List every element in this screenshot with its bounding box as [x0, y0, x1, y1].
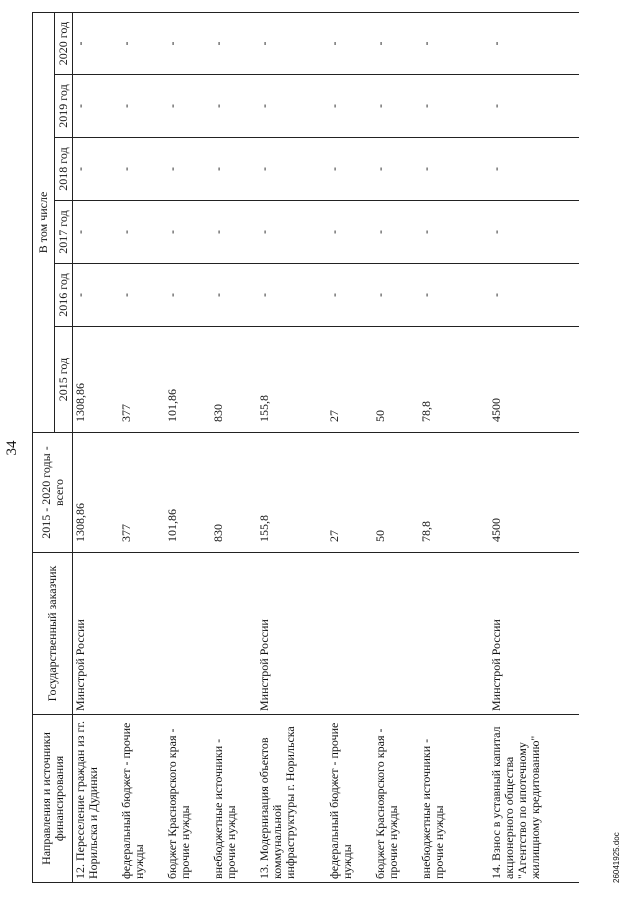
- year-cell: -: [489, 201, 579, 264]
- customer-cell: [419, 553, 489, 715]
- direction-cell: бюджет Красноярского края - прочие нужды: [165, 715, 211, 883]
- customer-cell: [119, 553, 165, 715]
- year-cell: 4500: [489, 327, 579, 433]
- direction-cell: внебюджетные источники - прочие нужды: [419, 715, 489, 883]
- year-cell: 830: [211, 327, 257, 433]
- customer-cell: Минстрой России: [73, 553, 119, 715]
- header-year: 2018 год: [55, 138, 73, 201]
- year-cell: 155,8: [257, 327, 327, 433]
- year-cell: -: [489, 75, 579, 138]
- year-cell: -: [373, 12, 419, 74]
- year-cell: -: [119, 201, 165, 264]
- year-cell: -: [489, 264, 579, 327]
- year-cell: -: [327, 264, 373, 327]
- customer-cell: Минстрой России: [257, 553, 327, 715]
- customer-cell: [211, 553, 257, 715]
- total-cell: 4500: [489, 433, 579, 553]
- total-cell: 50: [373, 433, 419, 553]
- customer-cell: [373, 553, 419, 715]
- total-cell: 830: [211, 433, 257, 553]
- total-cell: 78,8: [419, 433, 489, 553]
- year-cell: 50: [373, 327, 419, 433]
- direction-cell: 13. Модернизация объектов коммунальной инфраструктуры г. Норильска: [257, 715, 327, 883]
- total-cell: 155,8: [257, 433, 327, 553]
- year-cell: -: [211, 138, 257, 201]
- total-cell: 101,86: [165, 433, 211, 553]
- year-cell: -: [211, 264, 257, 327]
- year-cell: -: [73, 201, 119, 264]
- year-cell: -: [165, 201, 211, 264]
- year-cell: -: [165, 75, 211, 138]
- year-cell: -: [489, 138, 579, 201]
- direction-cell: 14. Взнос в уставный капитал акционерного общества "Агентство по ипотечному жилищному кредитованию": [489, 715, 579, 883]
- year-cell: -: [419, 138, 489, 201]
- table-row: [257, 12, 327, 882]
- year-cell: -: [373, 75, 419, 138]
- header-year: 2015 год: [55, 327, 73, 433]
- year-cell: -: [419, 75, 489, 138]
- header-including: В том числе: [33, 12, 55, 432]
- year-cell: -: [489, 12, 579, 74]
- year-cell: 27: [327, 327, 373, 433]
- customer-cell: [327, 553, 373, 715]
- year-cell: -: [257, 201, 327, 264]
- year-cell: 377: [119, 327, 165, 433]
- year-cell: -: [257, 12, 327, 74]
- year-cell: -: [165, 264, 211, 327]
- year-cell: -: [257, 75, 327, 138]
- table-row: [373, 12, 419, 882]
- year-cell: -: [211, 201, 257, 264]
- header-year: 2019 год: [55, 75, 73, 138]
- table-row: [211, 12, 257, 882]
- year-cell: -: [257, 264, 327, 327]
- year-cell: 101,86: [165, 327, 211, 433]
- year-cell: -: [119, 138, 165, 201]
- table-row: [165, 12, 211, 882]
- header-year: 2017 год: [55, 201, 73, 264]
- year-cell: -: [373, 264, 419, 327]
- year-cell: -: [73, 75, 119, 138]
- customer-cell: [165, 553, 211, 715]
- table-row: [73, 12, 119, 882]
- year-cell: -: [165, 138, 211, 201]
- year-cell: 78,8: [419, 327, 489, 433]
- year-cell: -: [119, 12, 165, 74]
- year-cell: -: [419, 12, 489, 74]
- direction-cell: федеральный бюджет - прочие нужды: [119, 715, 165, 883]
- year-cell: -: [327, 12, 373, 74]
- table-row: [419, 12, 489, 882]
- year-cell: -: [327, 75, 373, 138]
- table-row: [489, 12, 579, 882]
- total-cell: 377: [119, 433, 165, 553]
- year-cell: -: [73, 138, 119, 201]
- header-customer: Государственный заказчик: [33, 553, 73, 715]
- table-row: [119, 12, 165, 882]
- year-cell: -: [327, 201, 373, 264]
- year-cell: -: [73, 12, 119, 74]
- header-year: 2016 год: [55, 264, 73, 327]
- customer-cell: Минстрой России: [489, 553, 579, 715]
- table-row: [327, 12, 373, 882]
- direction-cell: федеральный бюджет - прочие нужды: [327, 715, 373, 883]
- header-total: 2015 - 2020 годы - всего: [33, 433, 73, 553]
- year-cell: 1308,86: [73, 327, 119, 433]
- year-cell: -: [73, 264, 119, 327]
- year-cell: -: [119, 264, 165, 327]
- year-cell: -: [211, 12, 257, 74]
- total-cell: 1308,86: [73, 433, 119, 553]
- header-direction: Направления и источники финансирования: [33, 715, 73, 883]
- year-cell: -: [165, 12, 211, 74]
- year-cell: -: [373, 138, 419, 201]
- year-cell: -: [119, 75, 165, 138]
- year-cell: -: [211, 75, 257, 138]
- direction-cell: бюджет Красноярского края - прочие нужды: [373, 715, 419, 883]
- direction-cell: 12. Переселение граждан из гг. Норильска и Дудинки: [73, 715, 119, 883]
- header-year: 2020 год: [55, 12, 73, 74]
- page-number: 34: [4, 440, 20, 456]
- year-cell: -: [419, 201, 489, 264]
- direction-cell: внебюджетные источники - прочие нужды: [211, 715, 257, 883]
- funding-table: [32, 12, 579, 883]
- total-cell: 27: [327, 433, 373, 553]
- year-cell: -: [419, 264, 489, 327]
- year-cell: -: [257, 138, 327, 201]
- year-cell: -: [327, 138, 373, 201]
- document-code: 26041925.doc: [612, 832, 621, 883]
- year-cell: -: [373, 201, 419, 264]
